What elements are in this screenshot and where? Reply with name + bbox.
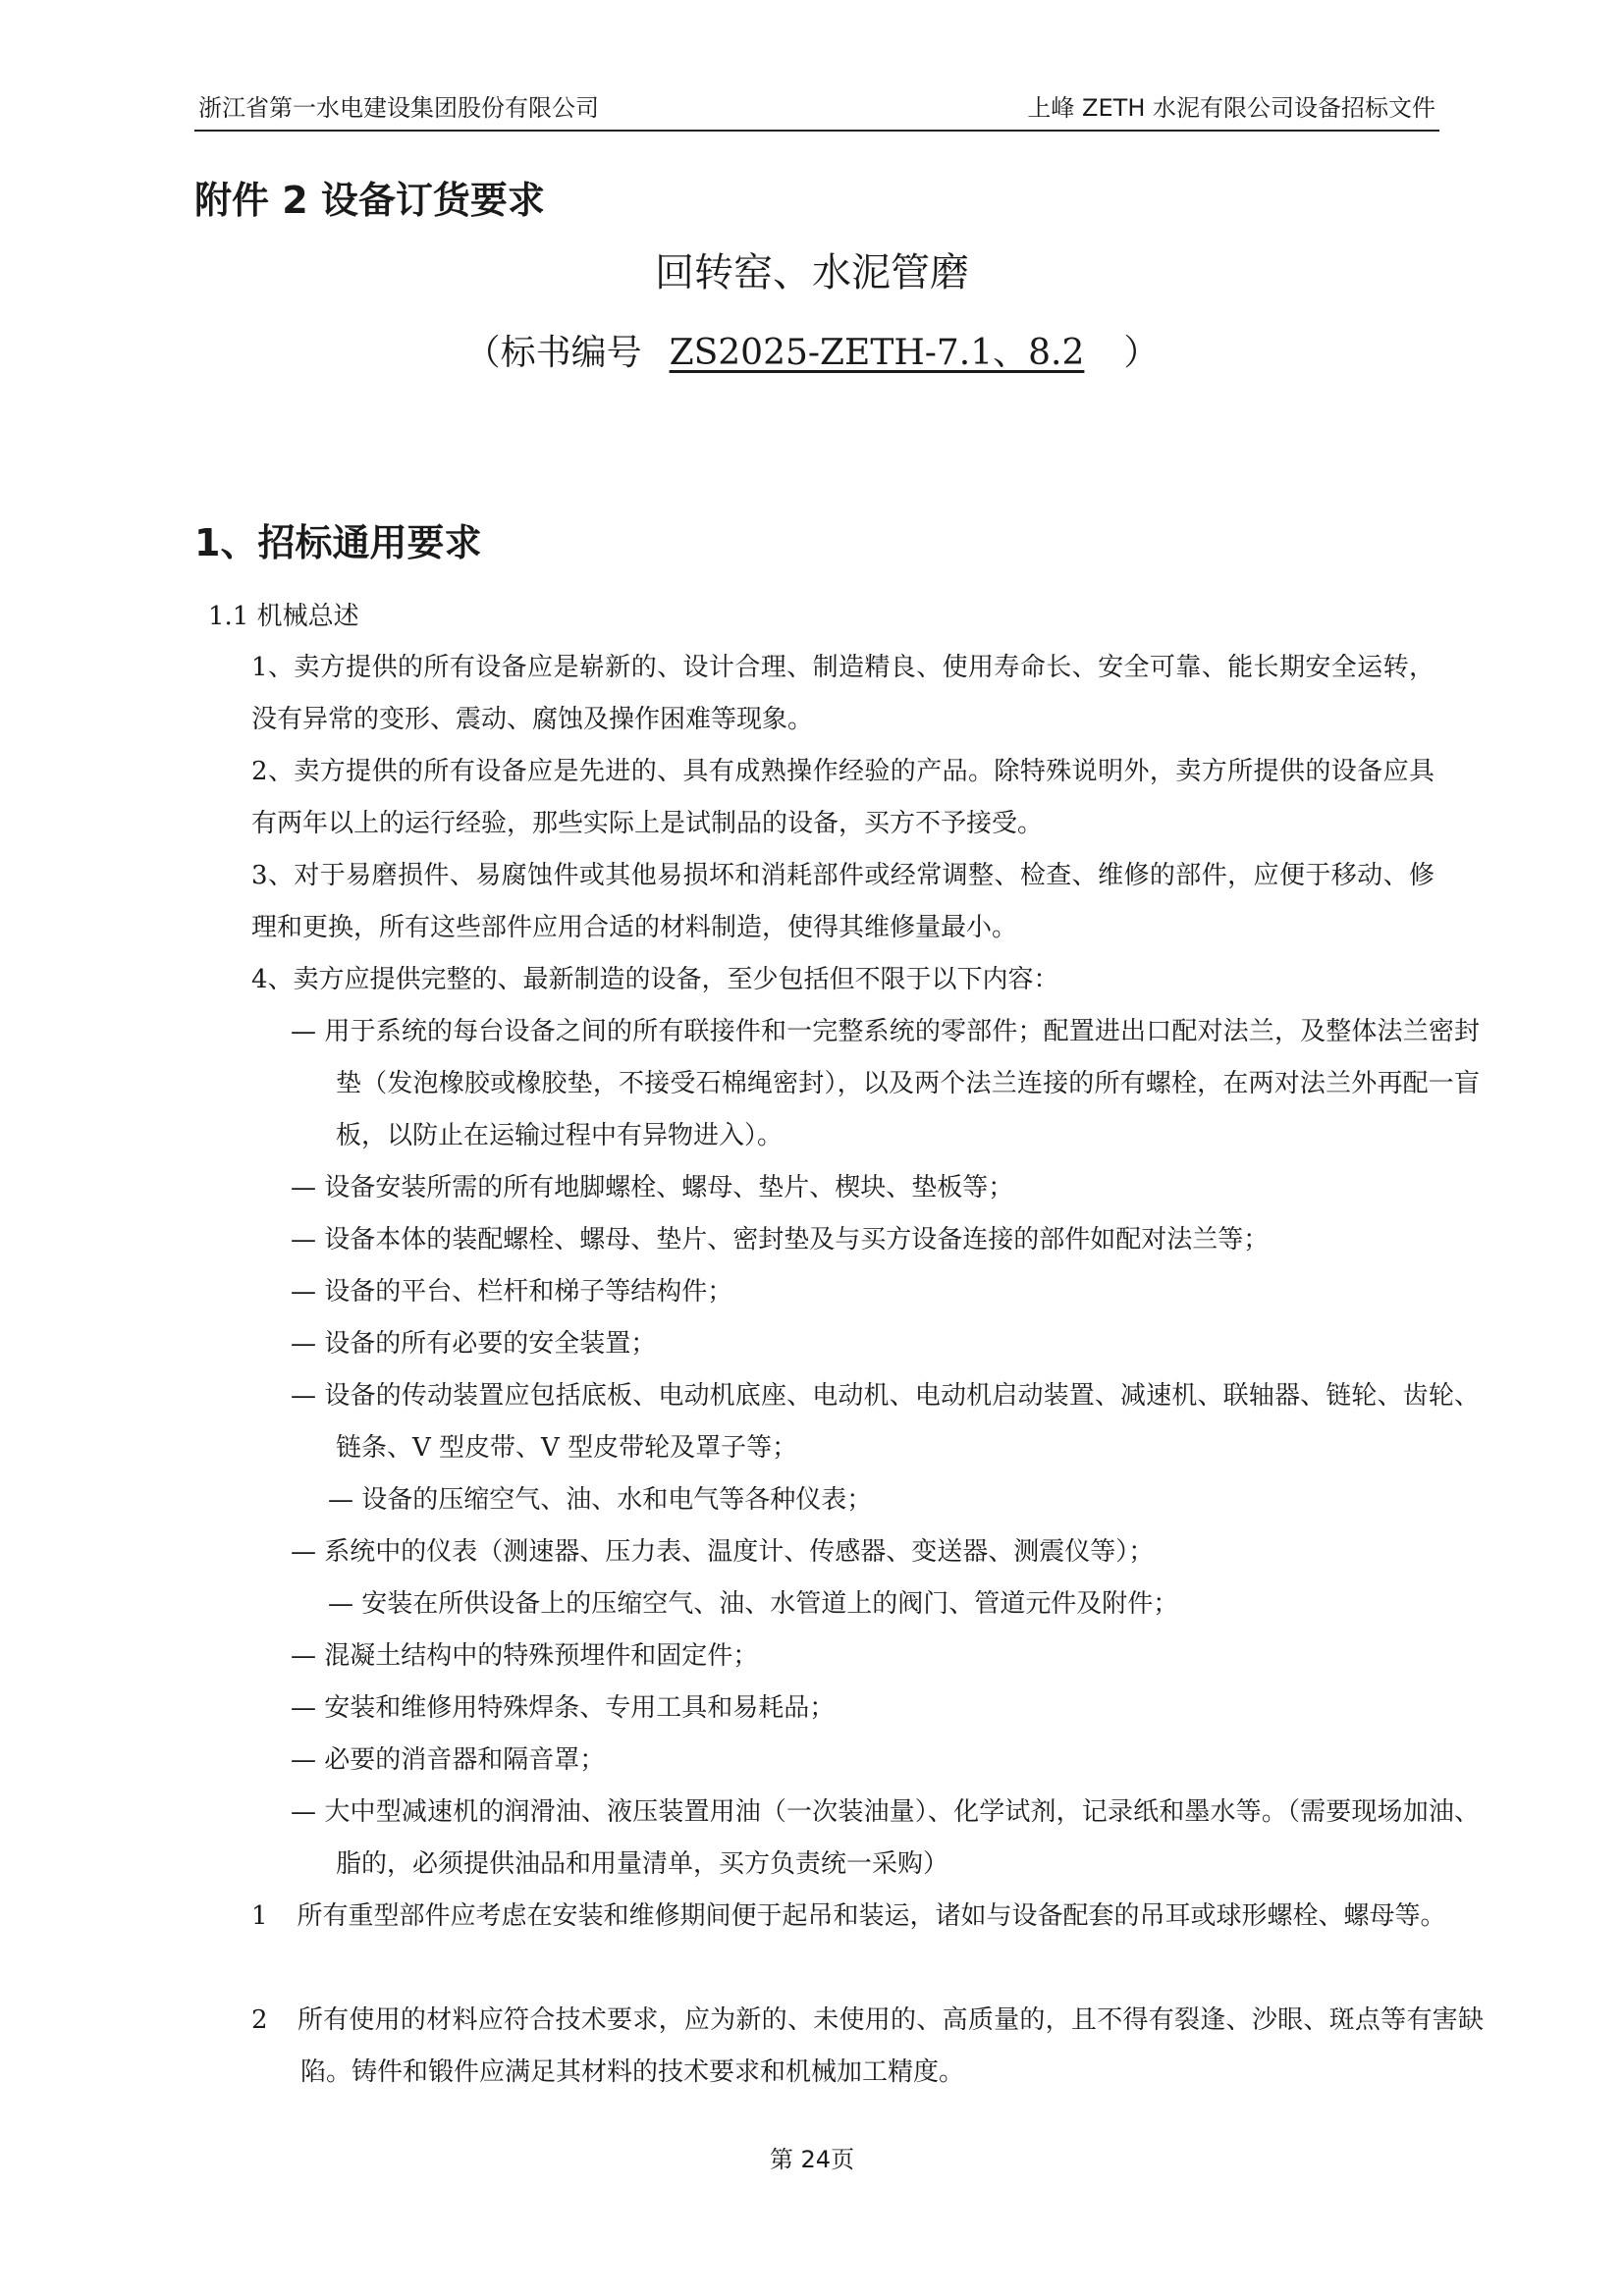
bid-number: ZS2025-ZETH-7.1、8.2	[669, 333, 1085, 373]
list-item: — 大中型减速机的润滑油、液压装置用油（一次装油量）、化学试剂，记录纸和墨水等。（需要现场加油、脂的，必须提供油品和用量清单，买方负责统一采购）	[291, 1797, 1480, 1879]
list-item: — 设备安装所需的所有地脚螺栓、螺母、垫片、楔块、垫板等；	[291, 1173, 1014, 1202]
item-text: 所有使用的材料应符合技术要求，应为新的、未使用的、高质量的，且不得有裂逢、沙眼、斑点等有害缺陷。铸件和锻件应满足其材料的技术要求和机械加工精度。	[297, 2005, 1484, 2087]
list-item: — 安装和维修用特殊焊条、专用工具和易耗品；	[291, 1693, 836, 1723]
header-doc-name: 上峰 ZETH 水泥有限公司设备招标文件	[1027, 94, 1435, 122]
paragraph-2: 2、卖方提供的所有设备应是先进的、具有成熟操作经验的产品。除特殊说明外，卖方所提供的设备应具有两年以上的运行经验，那些实际上是试制品的设备，买方不予接受。	[251, 757, 1435, 838]
paragraph-1: 1、卖方提供的所有设备应是崭新的、设计合理、制造精良、使用寿命长、安全可靠、能长期安全运转，没有异常的变形、震动、腐蚀及操作困难等现象。	[251, 653, 1435, 734]
page-header	[194, 90, 1439, 132]
list-item: — 混凝土结构中的特殊预埋件和固定件；	[291, 1641, 759, 1671]
list-item: — 设备本体的装配螺栓、螺母、垫片、密封垫及与买方设备连接的部件如配对法兰等；	[291, 1225, 1270, 1255]
paragraph-3: 3、对于易磨损件、易腐蚀件或其他易损坏和消耗部件或经常调整、检查、维修的部件，应便于移动、修理和更换，所有这些部件应用合适的材料制造，使得其维修量最小。	[251, 861, 1435, 942]
list-item: — 安装在所供设备上的压缩空气、油、水管道上的阀门、管道元件及附件；	[328, 1589, 1179, 1619]
page-number: 第 24页	[769, 2146, 855, 2173]
item-number: 1	[251, 1901, 268, 1931]
item-number: 2	[251, 2005, 268, 2035]
subsection-heading: 1.1 机械总述	[208, 602, 359, 631]
list-item: — 设备的压缩空气、油、水和电气等各种仪表；	[328, 1485, 873, 1515]
list-item: — 用于系统的每台设备之间的所有联接件和一完整系统的零部件；配置进出口配对法兰，及整体法兰密封垫（发泡橡胶或橡胶垫，不接受石棉绳密封），以及两个法兰连接的所有螺栓，在两对法兰外再配一盲板，以防止在运输过程中有异物进入）。	[291, 1017, 1480, 1150]
paragraph-4: 4、卖方应提供完整的、最新制造的设备，至少包括但不限于以下内容：	[251, 965, 1059, 994]
document-title: 回转窑、水泥管磨	[655, 250, 969, 295]
section-title: 1、招标通用要求	[194, 521, 482, 564]
numbered-item-1	[251, 1891, 1484, 1943]
list-item: — 设备的所有必要的安全装置；	[291, 1329, 657, 1359]
list-item: — 系统中的仪表（测速器、压力表、温度计、传感器、变送器、测震仪等）；	[291, 1537, 1155, 1567]
header-company: 浙江省第一水电建设集团股份有限公司	[198, 94, 599, 122]
item-text: 所有重型部件应考虑在安装和维修期间便于起吊和装运，诸如与设备配套的吊耳或球形螺栓、螺母等。	[297, 1901, 1446, 1931]
list-item: — 设备的传动装置应包括底板、电动机底座、电动机、电动机启动装置、减速机、联轴器、链轮、齿轮、链条、V 型皮带、V 型皮带轮及罩子等；	[291, 1381, 1480, 1463]
bid-number-line	[0, 330, 1624, 377]
attachment-title: 附件 2 设备订货要求	[194, 179, 545, 222]
bid-suffix: ）	[1123, 333, 1160, 373]
bid-prefix: （标书编号	[464, 333, 642, 373]
list-item: — 设备的平台、栏杆和梯子等结构件；	[291, 1277, 733, 1307]
numbered-item-2	[251, 1995, 1484, 2099]
list-item: — 必要的消音器和隔音罩；	[291, 1745, 606, 1775]
